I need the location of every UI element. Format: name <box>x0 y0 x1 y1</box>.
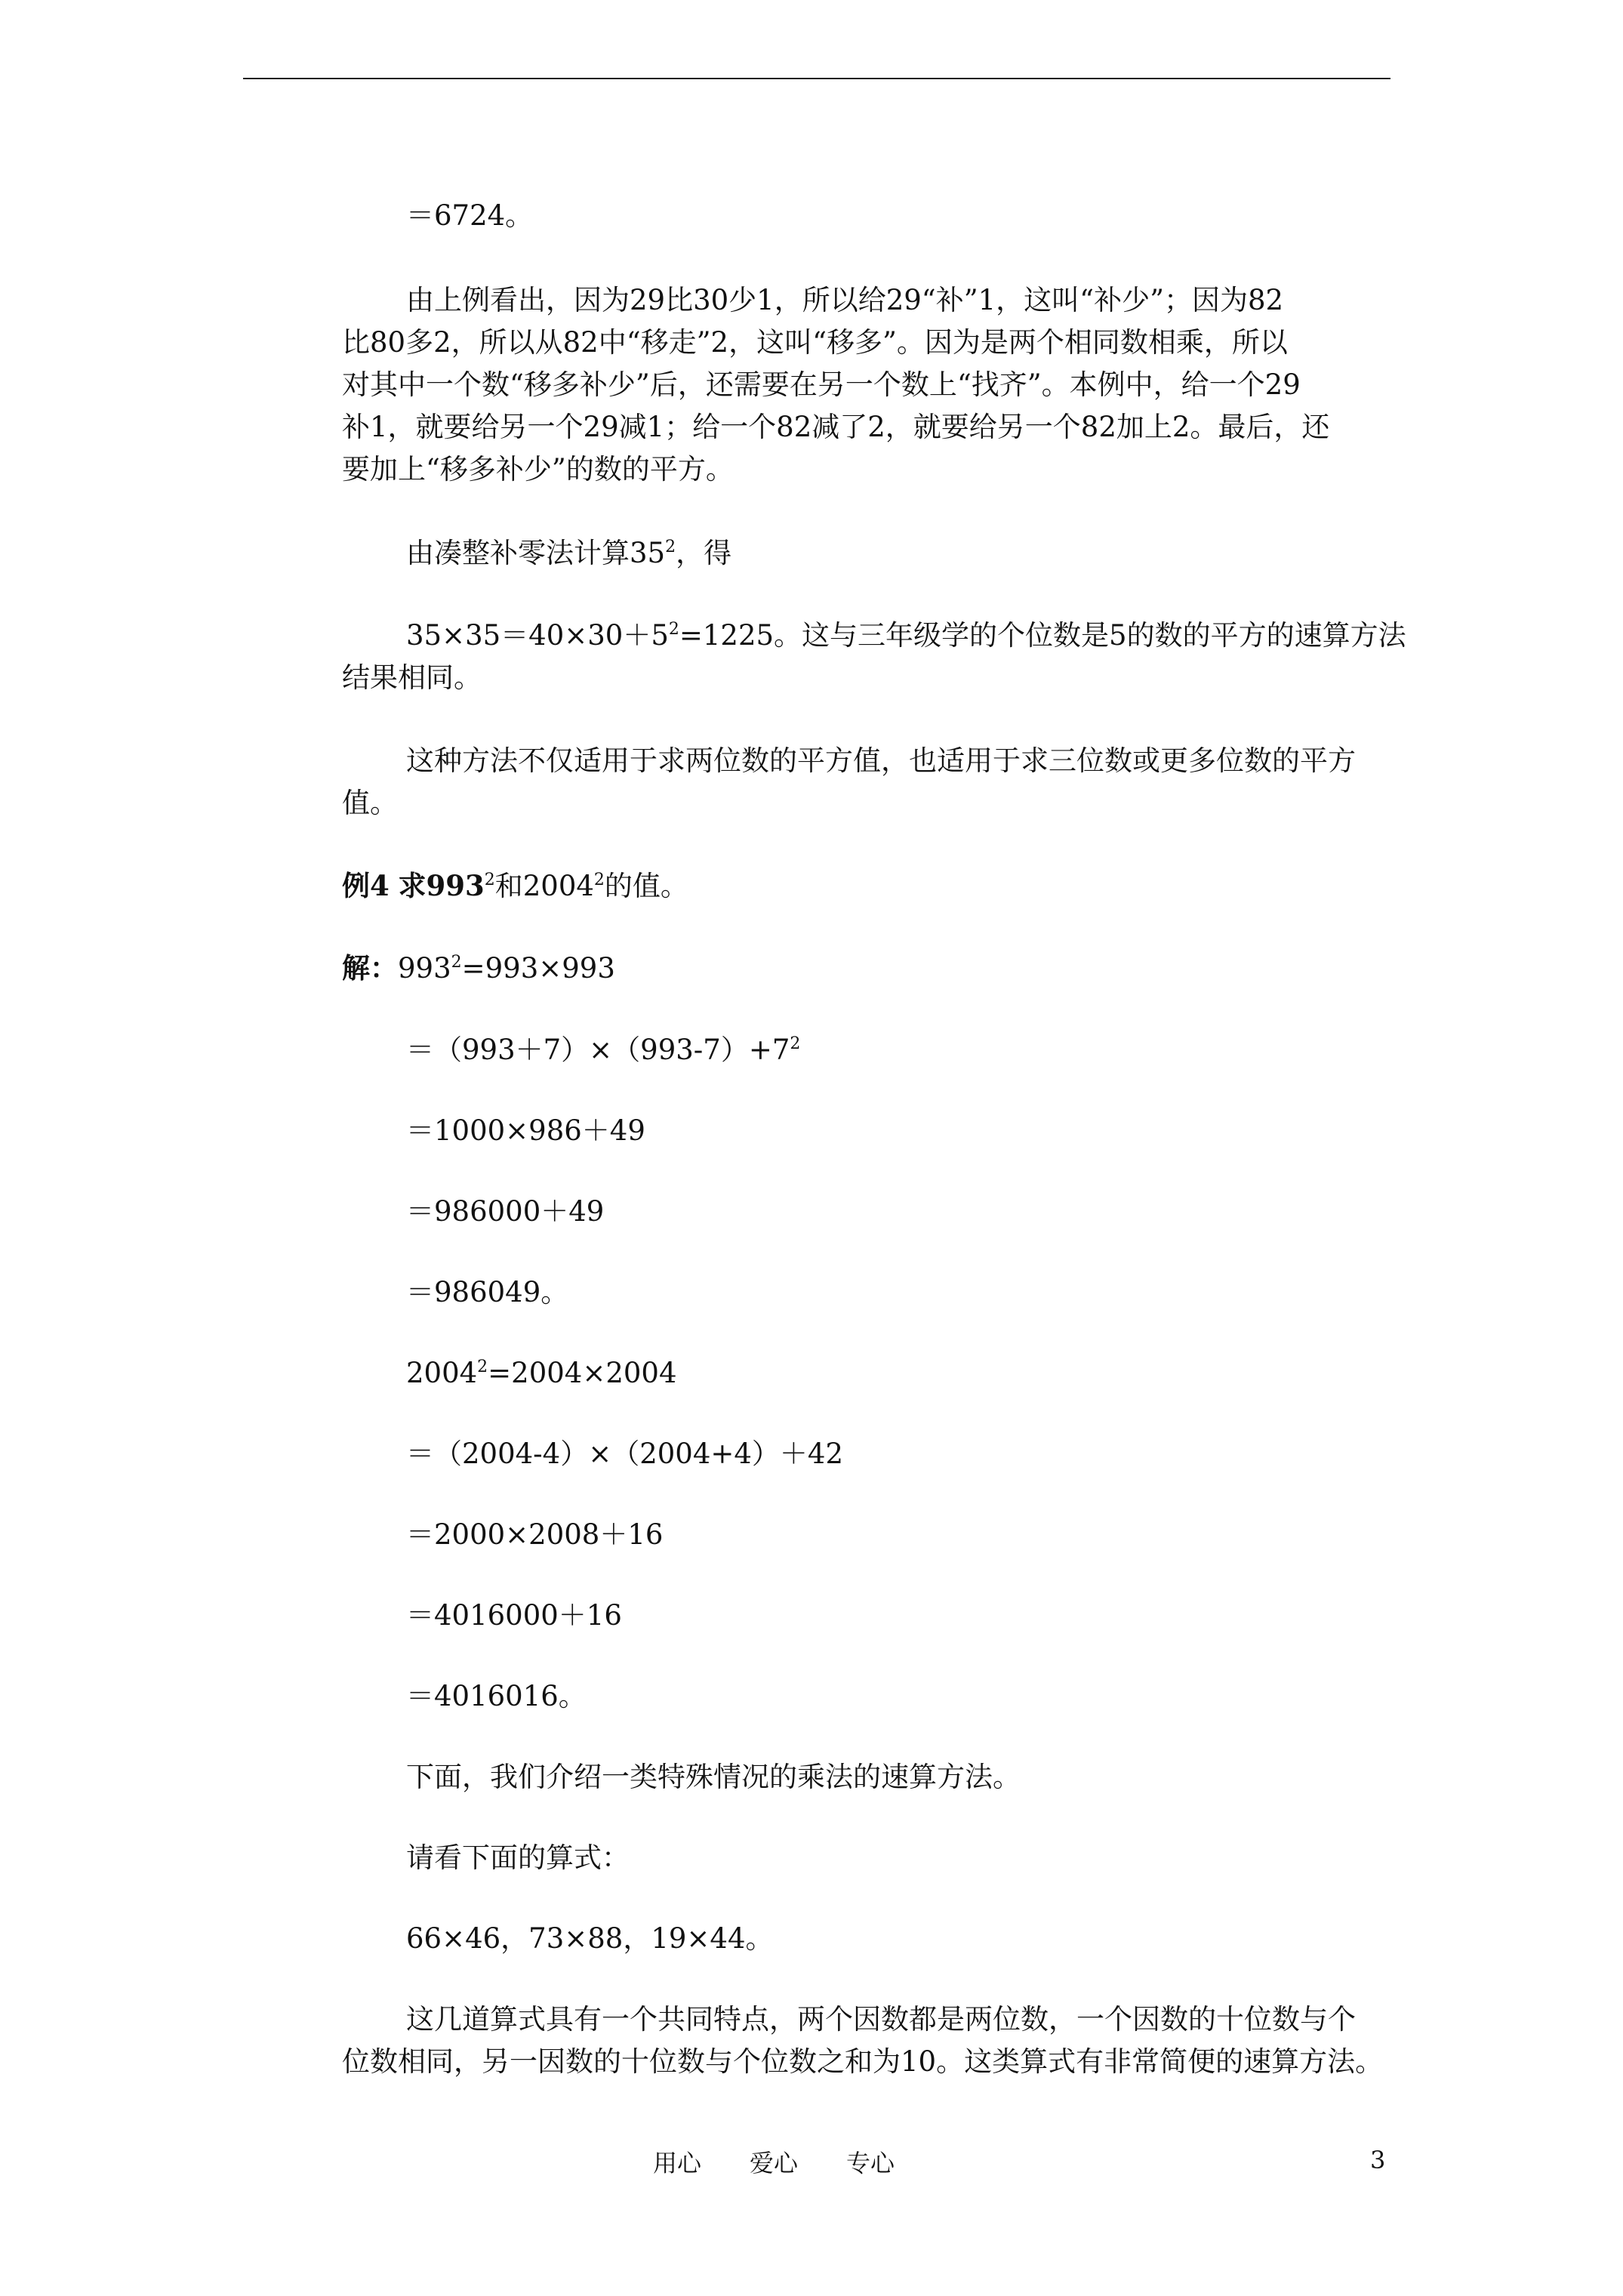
text-line: 由凑整补零法计算$35^2$，得 <box>406 537 732 569</box>
text-line: 由上例看出，因为29比30少1，所以给29“补”1，这叫“补少”；因为82 <box>406 284 1284 316</box>
text-line: 对其中一个数“移多补少”后，还需要在另一个数上“找齐”。本例中，给一个29 <box>342 368 1301 401</box>
text-line: 请看下面的算式： <box>406 1841 630 1874</box>
example-heading: 例4 求$993^2$和2004$^2$的值。 <box>342 869 688 902</box>
footer-word: 用心 <box>653 2149 702 2177</box>
text-line: 下面，我们介绍一类特殊情况的乘法的速算方法。 <box>406 1761 1021 1793</box>
footer-word: 爱心 <box>750 2149 799 2177</box>
equation-line: ＝986049。 <box>406 1276 569 1308</box>
equation-line: ＝2000×2008＋16 <box>406 1518 664 1551</box>
text-line: $35\times 35=40\times 30+5^2=1225$。这与三年级学的个位数是5的数的平方的速算方法 <box>406 619 1406 652</box>
text-line: 这种方法不仅适用于求两位数的平方值，也适用于求三位数或更多位数的平方 <box>406 744 1356 777</box>
text-line: 位数相同，另一因数的十位数与个位数之和为10。这类算式有非常简便的速算方法。 <box>342 2045 1384 2078</box>
equation-line: ＝4016016。 <box>406 1680 587 1712</box>
equation-line: $=(993+7)\times(993-7)+7^2$ <box>406 1034 801 1066</box>
text-line: 结果相同。 <box>342 661 482 694</box>
text-line: ＝6724。 <box>406 199 534 232</box>
equation-line: $2004^2=2004\times 2004$ <box>406 1357 677 1389</box>
footer-motto <box>653 2144 895 2179</box>
text-line: 要加上“移多补少”的数的平方。 <box>342 453 734 485</box>
equation-line: ＝986000＋49 <box>406 1195 605 1228</box>
footer-word: 专心 <box>846 2149 895 2177</box>
text-line: 这几道算式具有一个共同特点，两个因数都是两位数，一个因数的十位数与个 <box>406 2003 1356 2036</box>
equation-line: ＝（2004-4）×（2004+4）＋42 <box>406 1438 843 1470</box>
text-line: 补1，就要给另一个29减1；给一个82减了2，就要给另一个82加上2。最后，还 <box>342 411 1330 443</box>
text-line: 比80多2，所以从82中“移走”2，这叫“移多”。因为是两个相同数相乘，所以 <box>342 326 1288 359</box>
equation-line: ＝4016000＋16 <box>406 1599 622 1632</box>
page-number: 3 <box>1370 2146 1386 2174</box>
header-rule <box>243 78 1390 79</box>
equation-line: ＝1000×986＋49 <box>406 1114 645 1147</box>
text-line: 66×46，73×88，19×44。 <box>406 1922 774 1955</box>
text-line: 值。 <box>342 787 398 819</box>
solution-line: 解：$993^2=993\times 993$ <box>342 951 615 985</box>
